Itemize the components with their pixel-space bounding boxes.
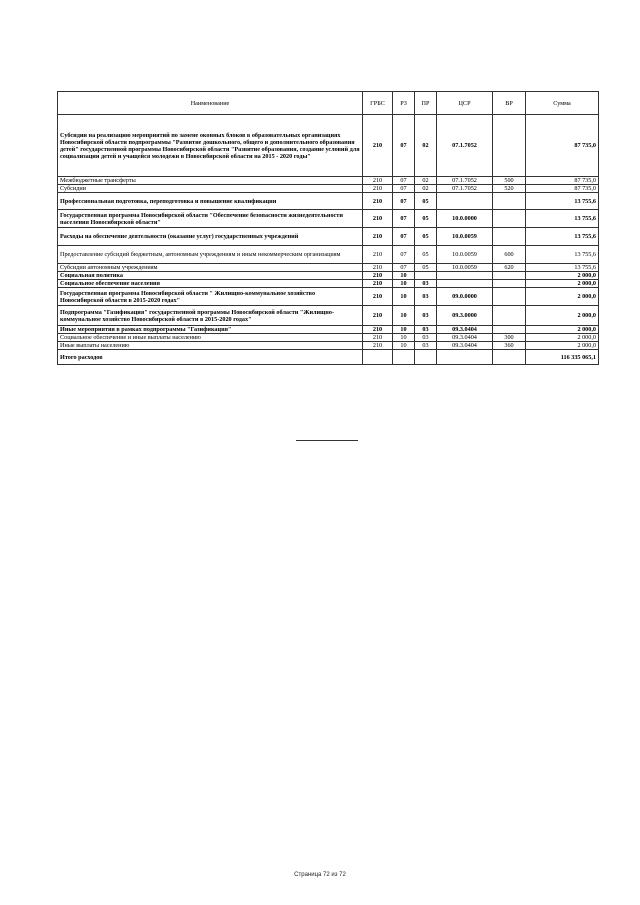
table-row [58,288,599,306]
cell-vr: 620 [493,264,526,272]
table-row [58,185,599,193]
cell-sum: 13 755,6 [526,246,599,264]
cell-name: Социальная политика [58,272,363,280]
cell-vr [493,306,526,326]
cell-csr [437,193,493,210]
cell-grbs: 210 [363,272,393,280]
cell-pr: 02 [415,115,437,177]
header-pr: ПР [415,92,437,115]
table-row [58,193,599,210]
cell-rz: 07 [393,210,415,228]
cell-name: Подпрограмма "Газификация" государственной программы Новосибирской области "Жилищно-коммунальное хозяйство Новосибирской области в 2015-2020 годах" [58,306,363,326]
table-row [58,280,599,288]
cell-rz: 10 [393,272,415,280]
cell-rz: 10 [393,342,415,350]
cell-vr: 520 [493,185,526,193]
cell-pr: 05 [415,193,437,210]
table-row [58,228,599,246]
cell-csr: 09.3.0404 [437,342,493,350]
cell-name: Субсидии автономным учреждениям [58,264,363,272]
cell-csr: 10.0.0059 [437,246,493,264]
cell-name: Субсидии [58,185,363,193]
page-footer: Страница 72 из 72 [294,872,346,878]
cell-rz: 07 [393,264,415,272]
header-name: Наименование [58,92,363,115]
cell-grbs [363,350,393,365]
cell-sum: 2 000,0 [526,342,599,350]
cell-grbs: 210 [363,264,393,272]
cell-grbs: 210 [363,288,393,306]
cell-rz: 07 [393,246,415,264]
cell-vr [493,280,526,288]
cell-pr: 02 [415,185,437,193]
cell-name: Иные мероприятия в рамках подпрограммы "Газификация" [58,326,363,334]
cell-csr: 09.3.0404 [437,326,493,334]
cell-pr: 03 [415,280,437,288]
cell-grbs: 210 [363,115,393,177]
cell-pr: 03 [415,306,437,326]
header-vr: ВР [493,92,526,115]
cell-pr: 02 [415,177,437,185]
cell-sum: 13 755,6 [526,264,599,272]
cell-vr [493,228,526,246]
cell-sum: 87 735,0 [526,115,599,177]
cell-csr [437,280,493,288]
table-row [58,210,599,228]
cell-rz: 07 [393,185,415,193]
cell-pr [415,272,437,280]
cell-name: Межбюджетные трансферты [58,177,363,185]
cell-sum: 2 000,0 [526,326,599,334]
cell-sum: 116 335 065,1 [526,350,599,365]
cell-vr [493,272,526,280]
cell-name: Государственная программа Новосибирской области "Обеспечение безопасности жизнедеятельности населения Новосибирской области" [58,210,363,228]
cell-rz: 07 [393,115,415,177]
cell-pr: 03 [415,326,437,334]
cell-rz: 10 [393,288,415,306]
cell-rz: 07 [393,193,415,210]
header-sum: Сумма [526,92,599,115]
cell-grbs: 210 [363,177,393,185]
cell-csr: 07.1.7052 [437,115,493,177]
cell-grbs: 210 [363,246,393,264]
end-divider [296,440,358,441]
cell-grbs: 210 [363,228,393,246]
table-row [58,342,599,350]
cell-sum: 13 755,6 [526,193,599,210]
cell-sum: 87 735,0 [526,185,599,193]
cell-pr: 05 [415,228,437,246]
table-row [58,115,599,177]
cell-rz: 07 [393,228,415,246]
cell-vr: 360 [493,342,526,350]
table-row [58,306,599,326]
cell-csr: 09.3.0404 [437,334,493,342]
table-header-row [58,92,599,115]
cell-csr [437,350,493,365]
table-row [58,246,599,264]
cell-rz [393,350,415,365]
cell-name: Итого расходов [58,350,363,365]
table-row [58,177,599,185]
cell-grbs: 210 [363,326,393,334]
cell-name: Иные выплаты населению [58,342,363,350]
cell-grbs: 210 [363,210,393,228]
cell-sum: 2 000,0 [526,334,599,342]
cell-csr: 07.1.7052 [437,185,493,193]
cell-name: Государственная программа Новосибирской области " Жилищно-коммунальное хозяйство Новосибирской области в 2015-2020 годах" [58,288,363,306]
cell-vr [493,326,526,334]
table-body [58,115,599,365]
cell-sum: 2 000,0 [526,288,599,306]
cell-vr [493,210,526,228]
cell-csr: 10.0.0000 [437,210,493,228]
cell-rz: 07 [393,177,415,185]
cell-pr: 05 [415,264,437,272]
cell-csr [437,272,493,280]
cell-csr: 10.0.0059 [437,264,493,272]
cell-name: Субсидии на реализацию мероприятий по замене оконных блоков в образовательных организациях Новосибирской области подпрограммы "Развитие дошкольного, общего и дополнительного образования детей" государственной программы Новосибирской области "Развитие образования, создание условий для социализации детей и учащейся молодежи в Новосибирской области на 2015 - 2020 годы" [58,115,363,177]
cell-vr [493,288,526,306]
cell-sum: 87 735,0 [526,177,599,185]
budget-table [57,91,599,365]
cell-rz: 10 [393,306,415,326]
cell-grbs: 210 [363,193,393,210]
cell-pr: 05 [415,210,437,228]
cell-pr: 03 [415,288,437,306]
cell-vr [493,193,526,210]
cell-grbs: 210 [363,185,393,193]
cell-name: Социальное обеспечение и иные выплаты населению [58,334,363,342]
cell-grbs: 210 [363,334,393,342]
cell-grbs: 210 [363,342,393,350]
cell-csr: 09.0.0000 [437,288,493,306]
cell-grbs: 210 [363,306,393,326]
cell-sum: 13 755,6 [526,228,599,246]
cell-pr: 03 [415,334,437,342]
cell-rz: 10 [393,326,415,334]
header-grbs: ГРБС [363,92,393,115]
cell-rz: 10 [393,280,415,288]
header-rz: РЗ [393,92,415,115]
cell-sum: 2 000,0 [526,280,599,288]
cell-sum: 2 000,0 [526,272,599,280]
cell-name: Расходы на обеспечение деятельности (оказание услуг) государственных учреждений [58,228,363,246]
cell-name: Социальное обеспечение населения [58,280,363,288]
table-row [58,264,599,272]
table-row [58,326,599,334]
table-row [58,350,599,365]
cell-csr: 07.1.7052 [437,177,493,185]
cell-vr: 600 [493,246,526,264]
cell-rz: 10 [393,334,415,342]
cell-vr [493,350,526,365]
cell-pr: 03 [415,342,437,350]
table-row [58,334,599,342]
cell-name: Предоставление субсидий бюджетным, автономным учреждениям и иным некоммерческим организациям [58,246,363,264]
cell-vr: 300 [493,334,526,342]
cell-pr: 05 [415,246,437,264]
cell-vr [493,115,526,177]
cell-sum: 2 000,0 [526,306,599,326]
table-row [58,272,599,280]
cell-csr: 09.3.0000 [437,306,493,326]
cell-pr [415,350,437,365]
cell-grbs: 210 [363,280,393,288]
cell-name: Профессиональная подготовка, переподготовка и повышение квалификации [58,193,363,210]
cell-csr: 10.0.0059 [437,228,493,246]
cell-sum: 13 755,6 [526,210,599,228]
header-csr: ЦСР [437,92,493,115]
cell-vr: 500 [493,177,526,185]
